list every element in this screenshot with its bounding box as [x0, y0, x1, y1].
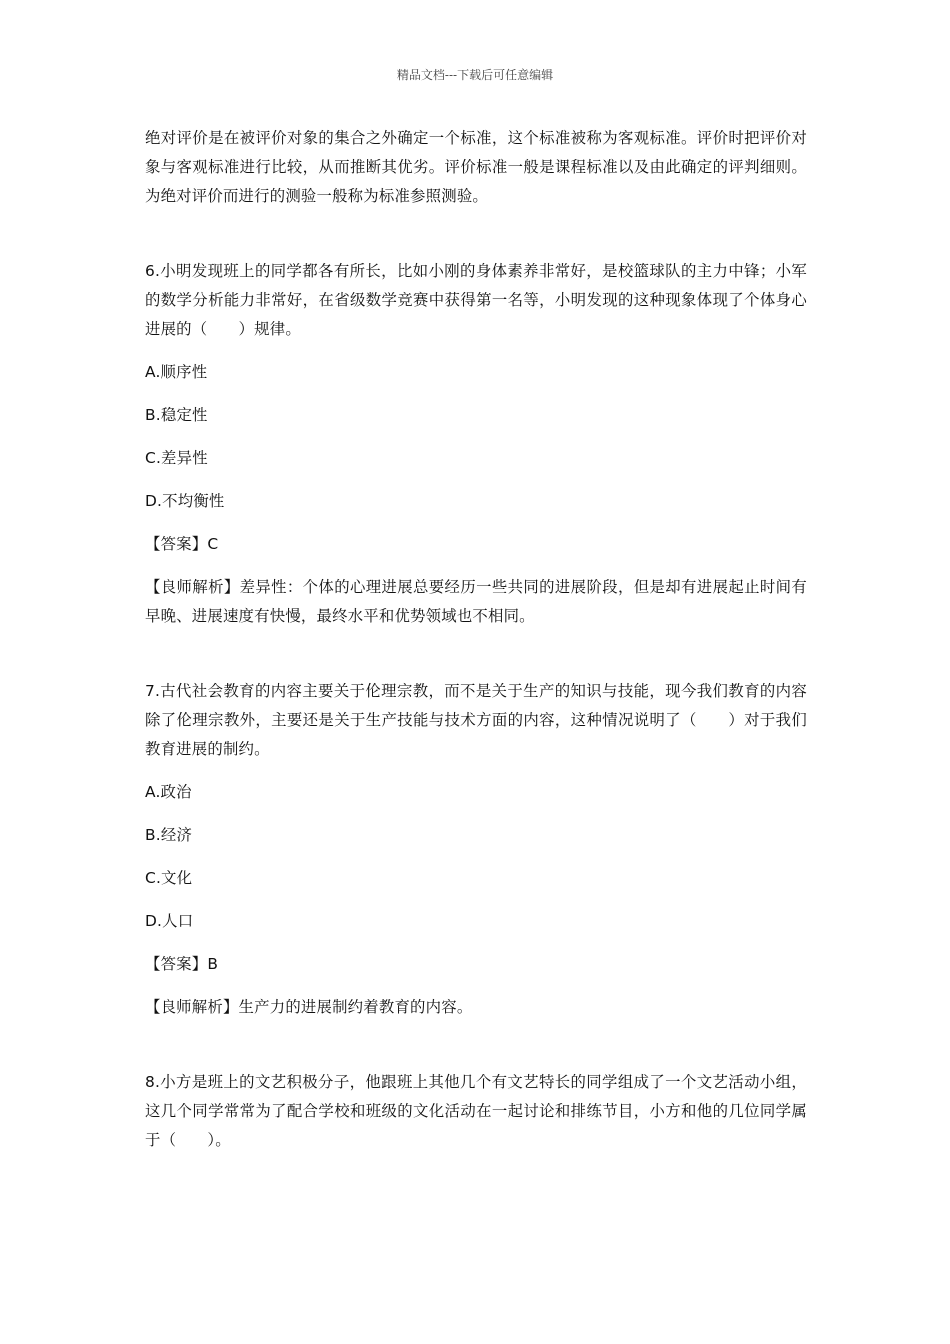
option-a: A.顺序性 — [145, 363, 208, 381]
option-a: A.政治 — [145, 783, 192, 801]
option-b: B.经济 — [145, 826, 193, 844]
option-c: C.差异性 — [145, 449, 208, 467]
page-header: 精品文档---下载后可任意编辑 — [396, 68, 554, 82]
intro-paragraph: 绝对评价是在被评价对象的集合之外确定一个标准，这个标准被称为客观标准。评价时把评价对象与客观标准进行比较，从而推断其优劣。评价标准一般是课程标准以及由此确定的评判细则。为绝对评价而进行的测验一般称为标准参照测验。 — [145, 129, 807, 205]
answer: 【答案】C — [145, 535, 219, 553]
spacer — [145, 631, 807, 677]
option-d: D.不均衡性 — [145, 492, 225, 510]
option-d: D.人口 — [145, 912, 194, 930]
question-stem: 6.小明发现班上的同学都各有所长，比如小刚的身体素养非常好，是校篮球队的主力中锋；小军的数学分析能力非常好，在省级数学竞赛中获得第一名等，小明发现的这种现象体现了个体身心进展的（ ）规律。 — [145, 262, 807, 338]
analysis: 【良师解析】差异性：个体的心理进展总要经历一些共同的进展阶段，但是却有进展起止时间有早晚、进展速度有快慢，最终水平和优势领域也不相同。 — [145, 578, 807, 625]
answer: 【答案】B — [145, 955, 219, 973]
question-6 — [145, 257, 807, 631]
question-7 — [145, 677, 807, 1022]
spacer — [145, 211, 807, 257]
question-stem: 7.古代社会教育的内容主要关于伦理宗教，而不是关于生产的知识与技能，现今我们教育的内容除了伦理宗教外，主要还是关于生产技能与技术方面的内容，这种情况说明了（ ）对于我们教育进展的制约。 — [145, 682, 807, 758]
analysis: 【良师解析】生产力的进展制约着教育的内容。 — [145, 998, 473, 1016]
spacer — [145, 1022, 807, 1068]
option-c: C.文化 — [145, 869, 193, 887]
question-stem: 8.小方是班上的文艺积极分子，他跟班上其他几个有文艺特长的同学组成了一个文艺活动小组，这几个同学常常为了配合学校和班级的文化活动在一起讨论和排练节目，小方和他的几位同学属于（ ）。 — [145, 1073, 807, 1149]
document-body — [145, 124, 807, 1155]
question-8 — [145, 1068, 807, 1155]
option-b: B.稳定性 — [145, 406, 208, 424]
